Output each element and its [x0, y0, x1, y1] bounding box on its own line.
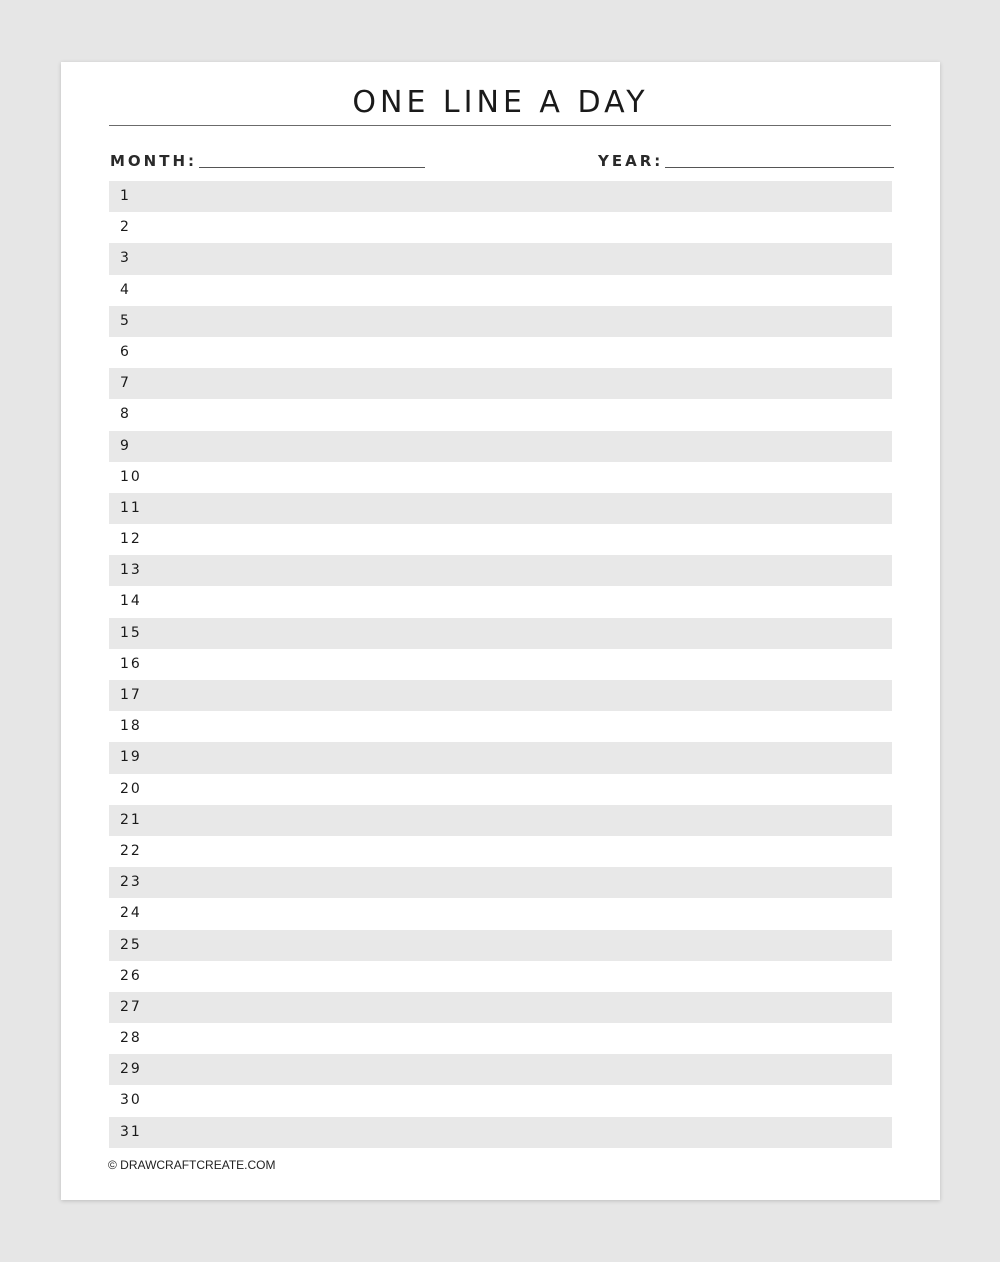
title-divider — [109, 125, 891, 126]
day-number: 29 — [120, 1061, 142, 1078]
day-row — [109, 181, 892, 212]
day-row — [109, 399, 892, 430]
day-number: 7 — [120, 375, 131, 392]
day-row — [109, 212, 892, 243]
day-row — [109, 867, 892, 898]
day-number: 24 — [120, 905, 142, 922]
month-field — [110, 150, 425, 170]
day-number: 19 — [120, 749, 142, 766]
planner-page — [61, 62, 940, 1200]
day-row — [109, 275, 892, 306]
day-number: 12 — [120, 531, 142, 548]
day-row — [109, 1117, 892, 1148]
day-number: 6 — [120, 343, 131, 360]
copyright-footer: © DRAWCRAFTCREATE.COM — [108, 1158, 276, 1172]
day-row — [109, 836, 892, 867]
day-number: 15 — [120, 624, 142, 641]
day-row — [109, 774, 892, 805]
day-row — [109, 961, 892, 992]
day-row — [109, 586, 892, 617]
day-number: 30 — [120, 1092, 142, 1109]
year-field — [598, 150, 894, 170]
day-row — [109, 306, 892, 337]
day-number: 20 — [120, 780, 142, 797]
day-number: 28 — [120, 1030, 142, 1047]
day-number: 13 — [120, 562, 142, 579]
day-number: 5 — [120, 312, 131, 329]
day-number: 1 — [120, 188, 131, 204]
day-number: 8 — [120, 406, 131, 423]
day-row — [109, 243, 892, 274]
year-input-line — [665, 167, 894, 168]
day-number: 22 — [120, 842, 142, 859]
day-row — [109, 711, 892, 742]
day-number: 3 — [120, 250, 131, 267]
day-row — [109, 992, 892, 1023]
day-row — [109, 524, 892, 555]
day-row — [109, 493, 892, 524]
day-number: 10 — [120, 468, 142, 485]
day-number: 2 — [120, 219, 131, 236]
day-number: 4 — [120, 281, 131, 298]
day-number: 18 — [120, 718, 142, 735]
day-row — [109, 555, 892, 586]
day-rows — [109, 181, 892, 1148]
day-row — [109, 742, 892, 773]
page-title: ONE LINE A DAY — [352, 85, 649, 120]
day-row — [109, 1054, 892, 1085]
day-number: 23 — [120, 874, 142, 891]
day-number: 27 — [120, 998, 142, 1015]
day-row — [109, 431, 892, 462]
month-input-line — [199, 167, 425, 168]
day-row — [109, 337, 892, 368]
day-row — [109, 805, 892, 836]
day-row — [109, 618, 892, 649]
day-row — [109, 1023, 892, 1054]
day-row — [109, 1085, 892, 1116]
month-label: MONTH: — [110, 152, 198, 170]
day-row — [109, 898, 892, 929]
year-label: YEAR: — [598, 152, 664, 170]
day-row — [109, 649, 892, 680]
day-number: 16 — [120, 655, 142, 672]
day-number: 11 — [120, 499, 142, 516]
day-number: 9 — [120, 437, 131, 454]
day-row — [109, 462, 892, 493]
day-number: 31 — [120, 1123, 142, 1140]
day-row — [109, 930, 892, 961]
day-row — [109, 680, 892, 711]
day-number: 14 — [120, 593, 142, 610]
day-number: 21 — [120, 811, 142, 828]
day-number: 25 — [120, 936, 142, 953]
day-row — [109, 368, 892, 399]
day-number: 26 — [120, 967, 142, 984]
day-number: 17 — [120, 687, 142, 703]
